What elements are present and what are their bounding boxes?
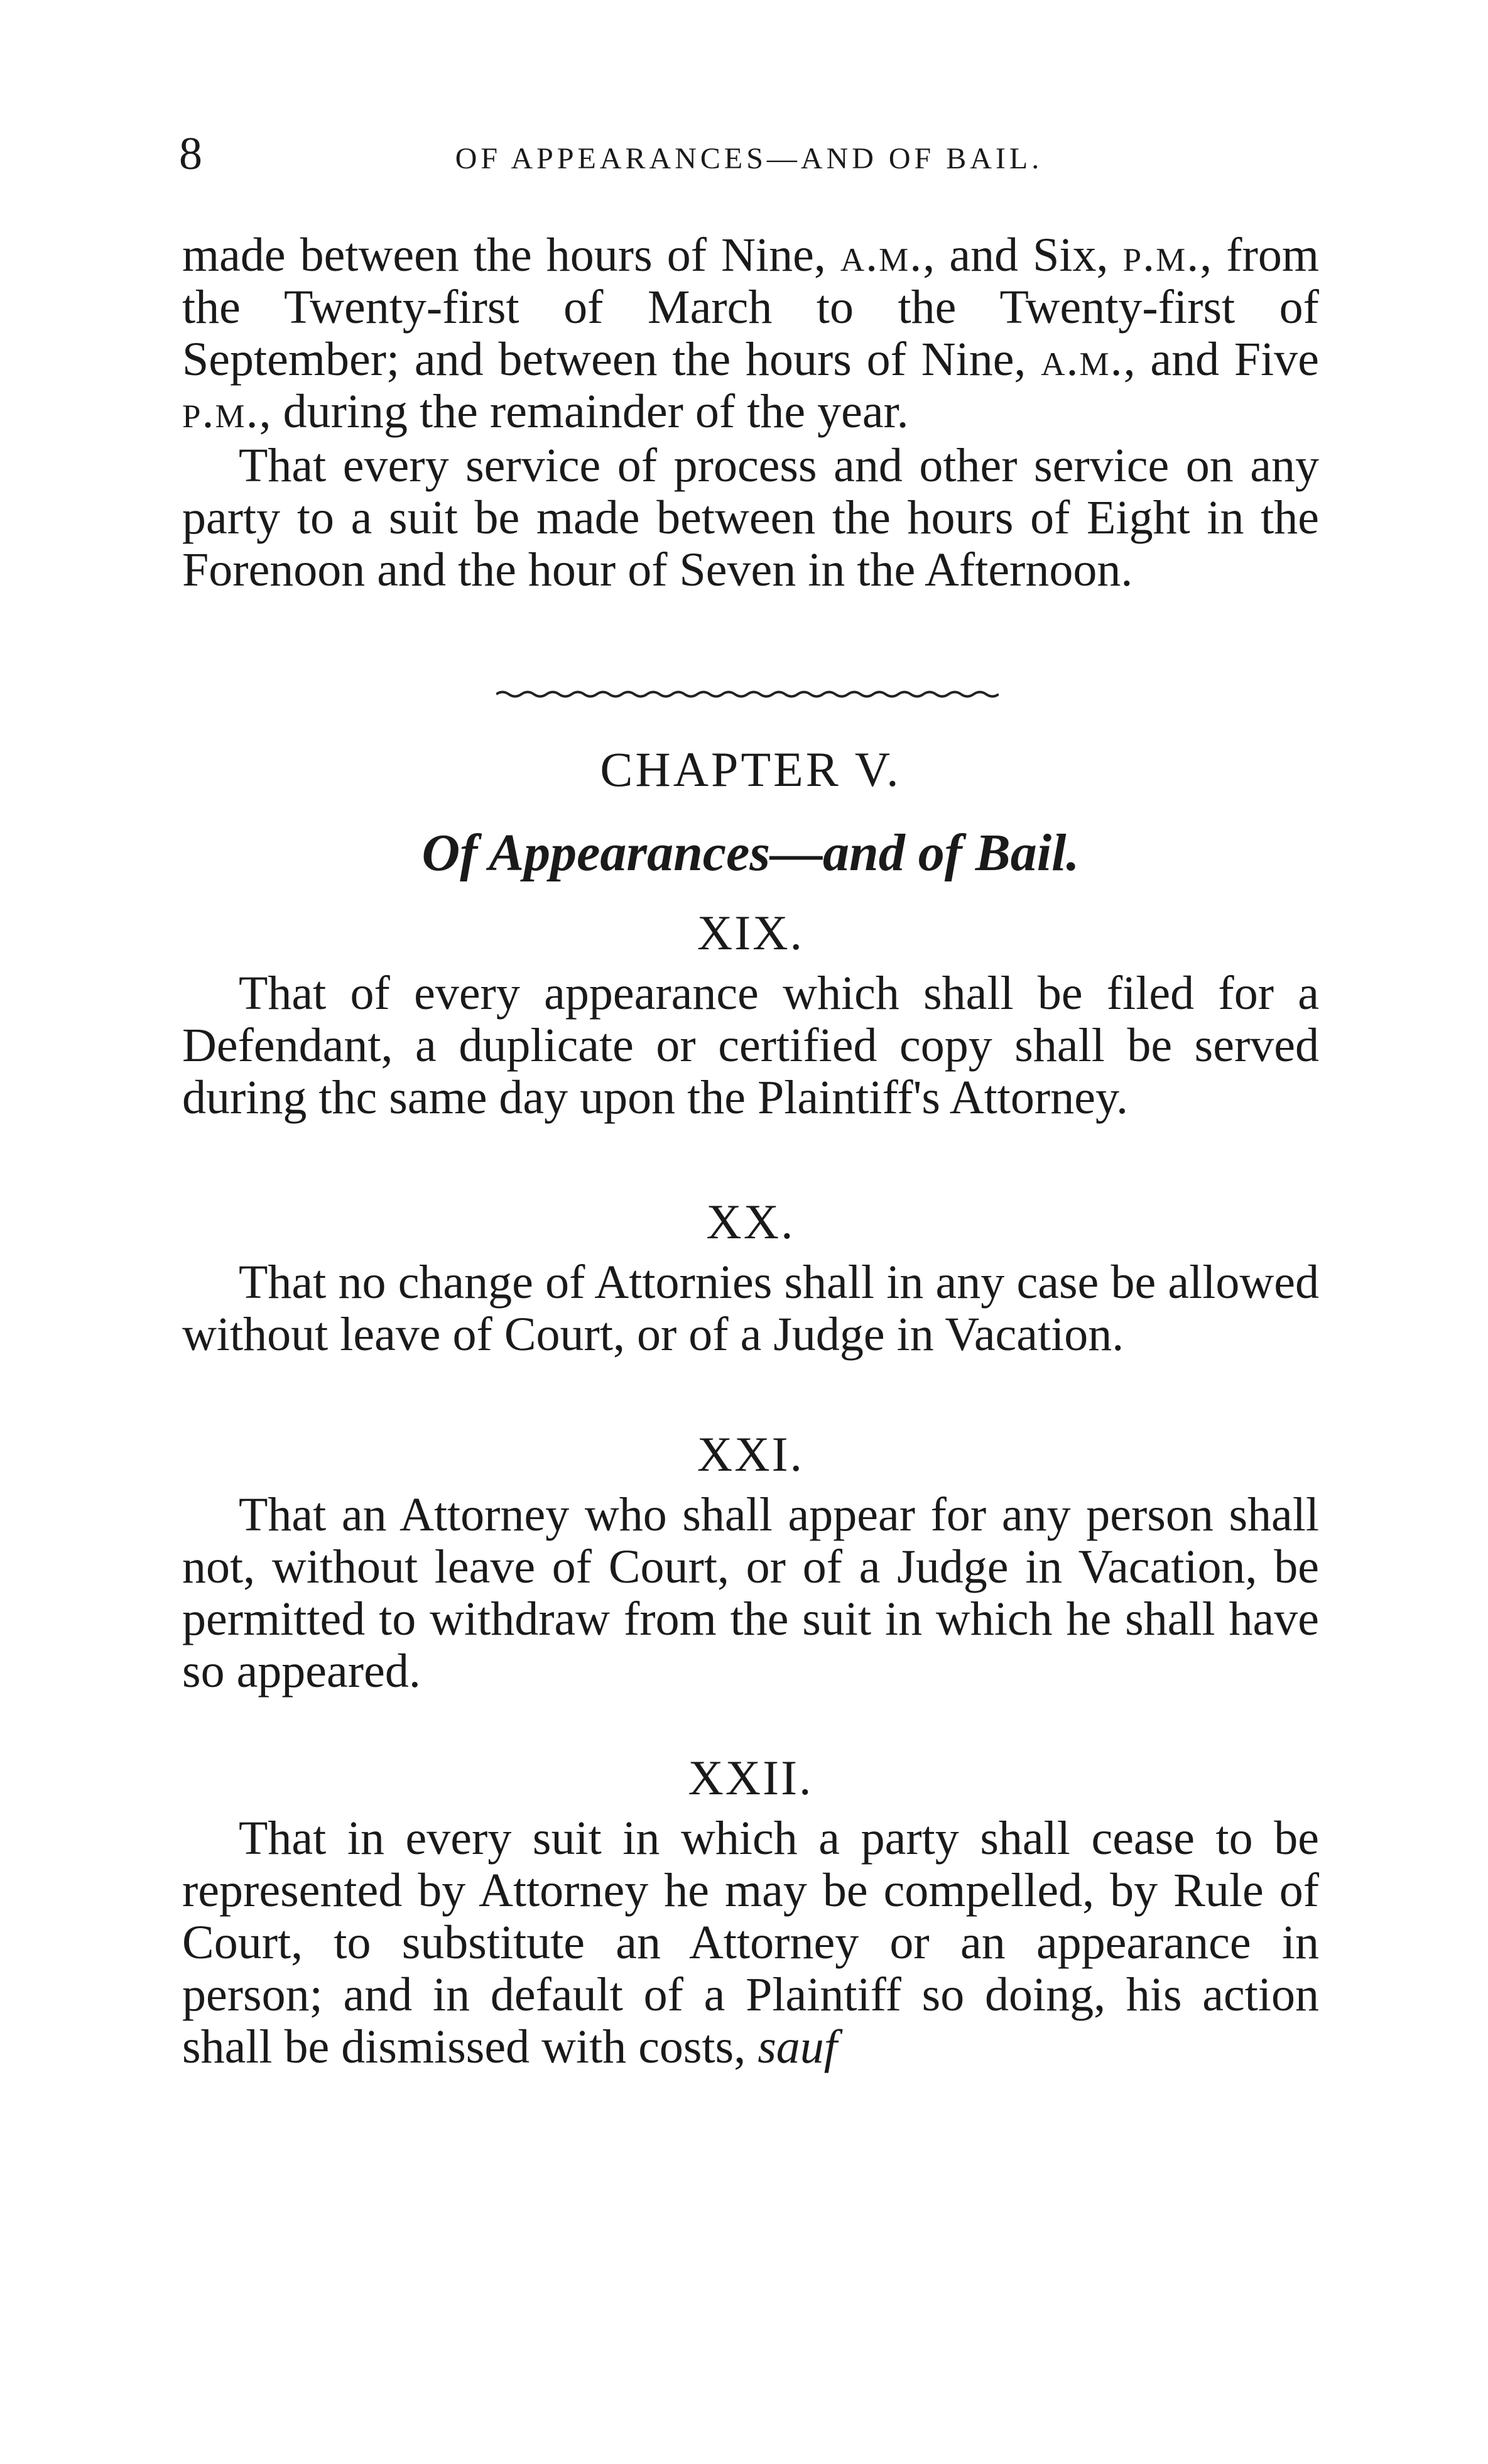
- rule-text: That no change of Attornies shall in any case be allowed without leave of Court, or of a Judge in Vacation.: [182, 1256, 1319, 1361]
- page-header: [179, 129, 1319, 185]
- rule-number: XXII.: [688, 1750, 813, 1805]
- ornamental-divider: [496, 685, 999, 704]
- running-head: OF APPEARANCES—AND OF BAIL.: [455, 142, 1043, 175]
- rule-text: [182, 1813, 1319, 2073]
- catchword: sauf: [758, 2020, 837, 2073]
- continuation-text-e: , during the remainder of the year.: [259, 385, 909, 438]
- rule-number: XIX.: [697, 905, 805, 960]
- rule-text: That of every appearance which shall be filed for a Defendant, a duplicate or certified copy shall be served during thc same day upon the Plaintiff's Attorney.: [182, 967, 1319, 1124]
- continuation-text-a: made between the hours of Nine,: [182, 229, 840, 281]
- time-abbrev: p.m.: [1122, 229, 1200, 281]
- rule-number: XX.: [706, 1194, 795, 1249]
- rule-text-body: That in every suit in which a party shall cease to be represented by Attorney he may be compelled, by Rule of Court, to substitute an Attorney or an appearance in person; and in default of a Plaintiff so doing, his action shall be dismissed with costs,: [182, 1812, 1319, 2073]
- rule-number: XXI.: [697, 1427, 805, 1481]
- continuation-paragraph: [182, 229, 1319, 438]
- rule-text: That an Attorney who shall appear for any person shall not, without leave of Court, or of a Judge in Vacation, be permitted to withdraw from the suit in which he shall have so appeared.: [182, 1488, 1319, 1698]
- time-abbrev: p.m.: [182, 385, 259, 438]
- continuation-text-b: , and Six,: [923, 229, 1123, 281]
- service-hours-paragraph: That every service of process and other service on any party to a suit be made between the hours of Eight in the Forenoon and the hour of Seven in the Afternoon.: [182, 439, 1319, 596]
- continuation-text-d: , and Five: [1123, 333, 1319, 386]
- chapter-title: CHAPTER V.: [600, 742, 901, 797]
- time-abbrev: a.m.: [840, 229, 923, 281]
- continuation-text-c: , from the Twenty-first of March to the Twenty-first of September; and between the hours of Nine,: [182, 229, 1319, 386]
- chapter-subtitle: Of Appearances—and of Bail.: [421, 824, 1080, 882]
- page-number: 8: [179, 128, 202, 180]
- time-abbrev: a.m.: [1041, 333, 1124, 386]
